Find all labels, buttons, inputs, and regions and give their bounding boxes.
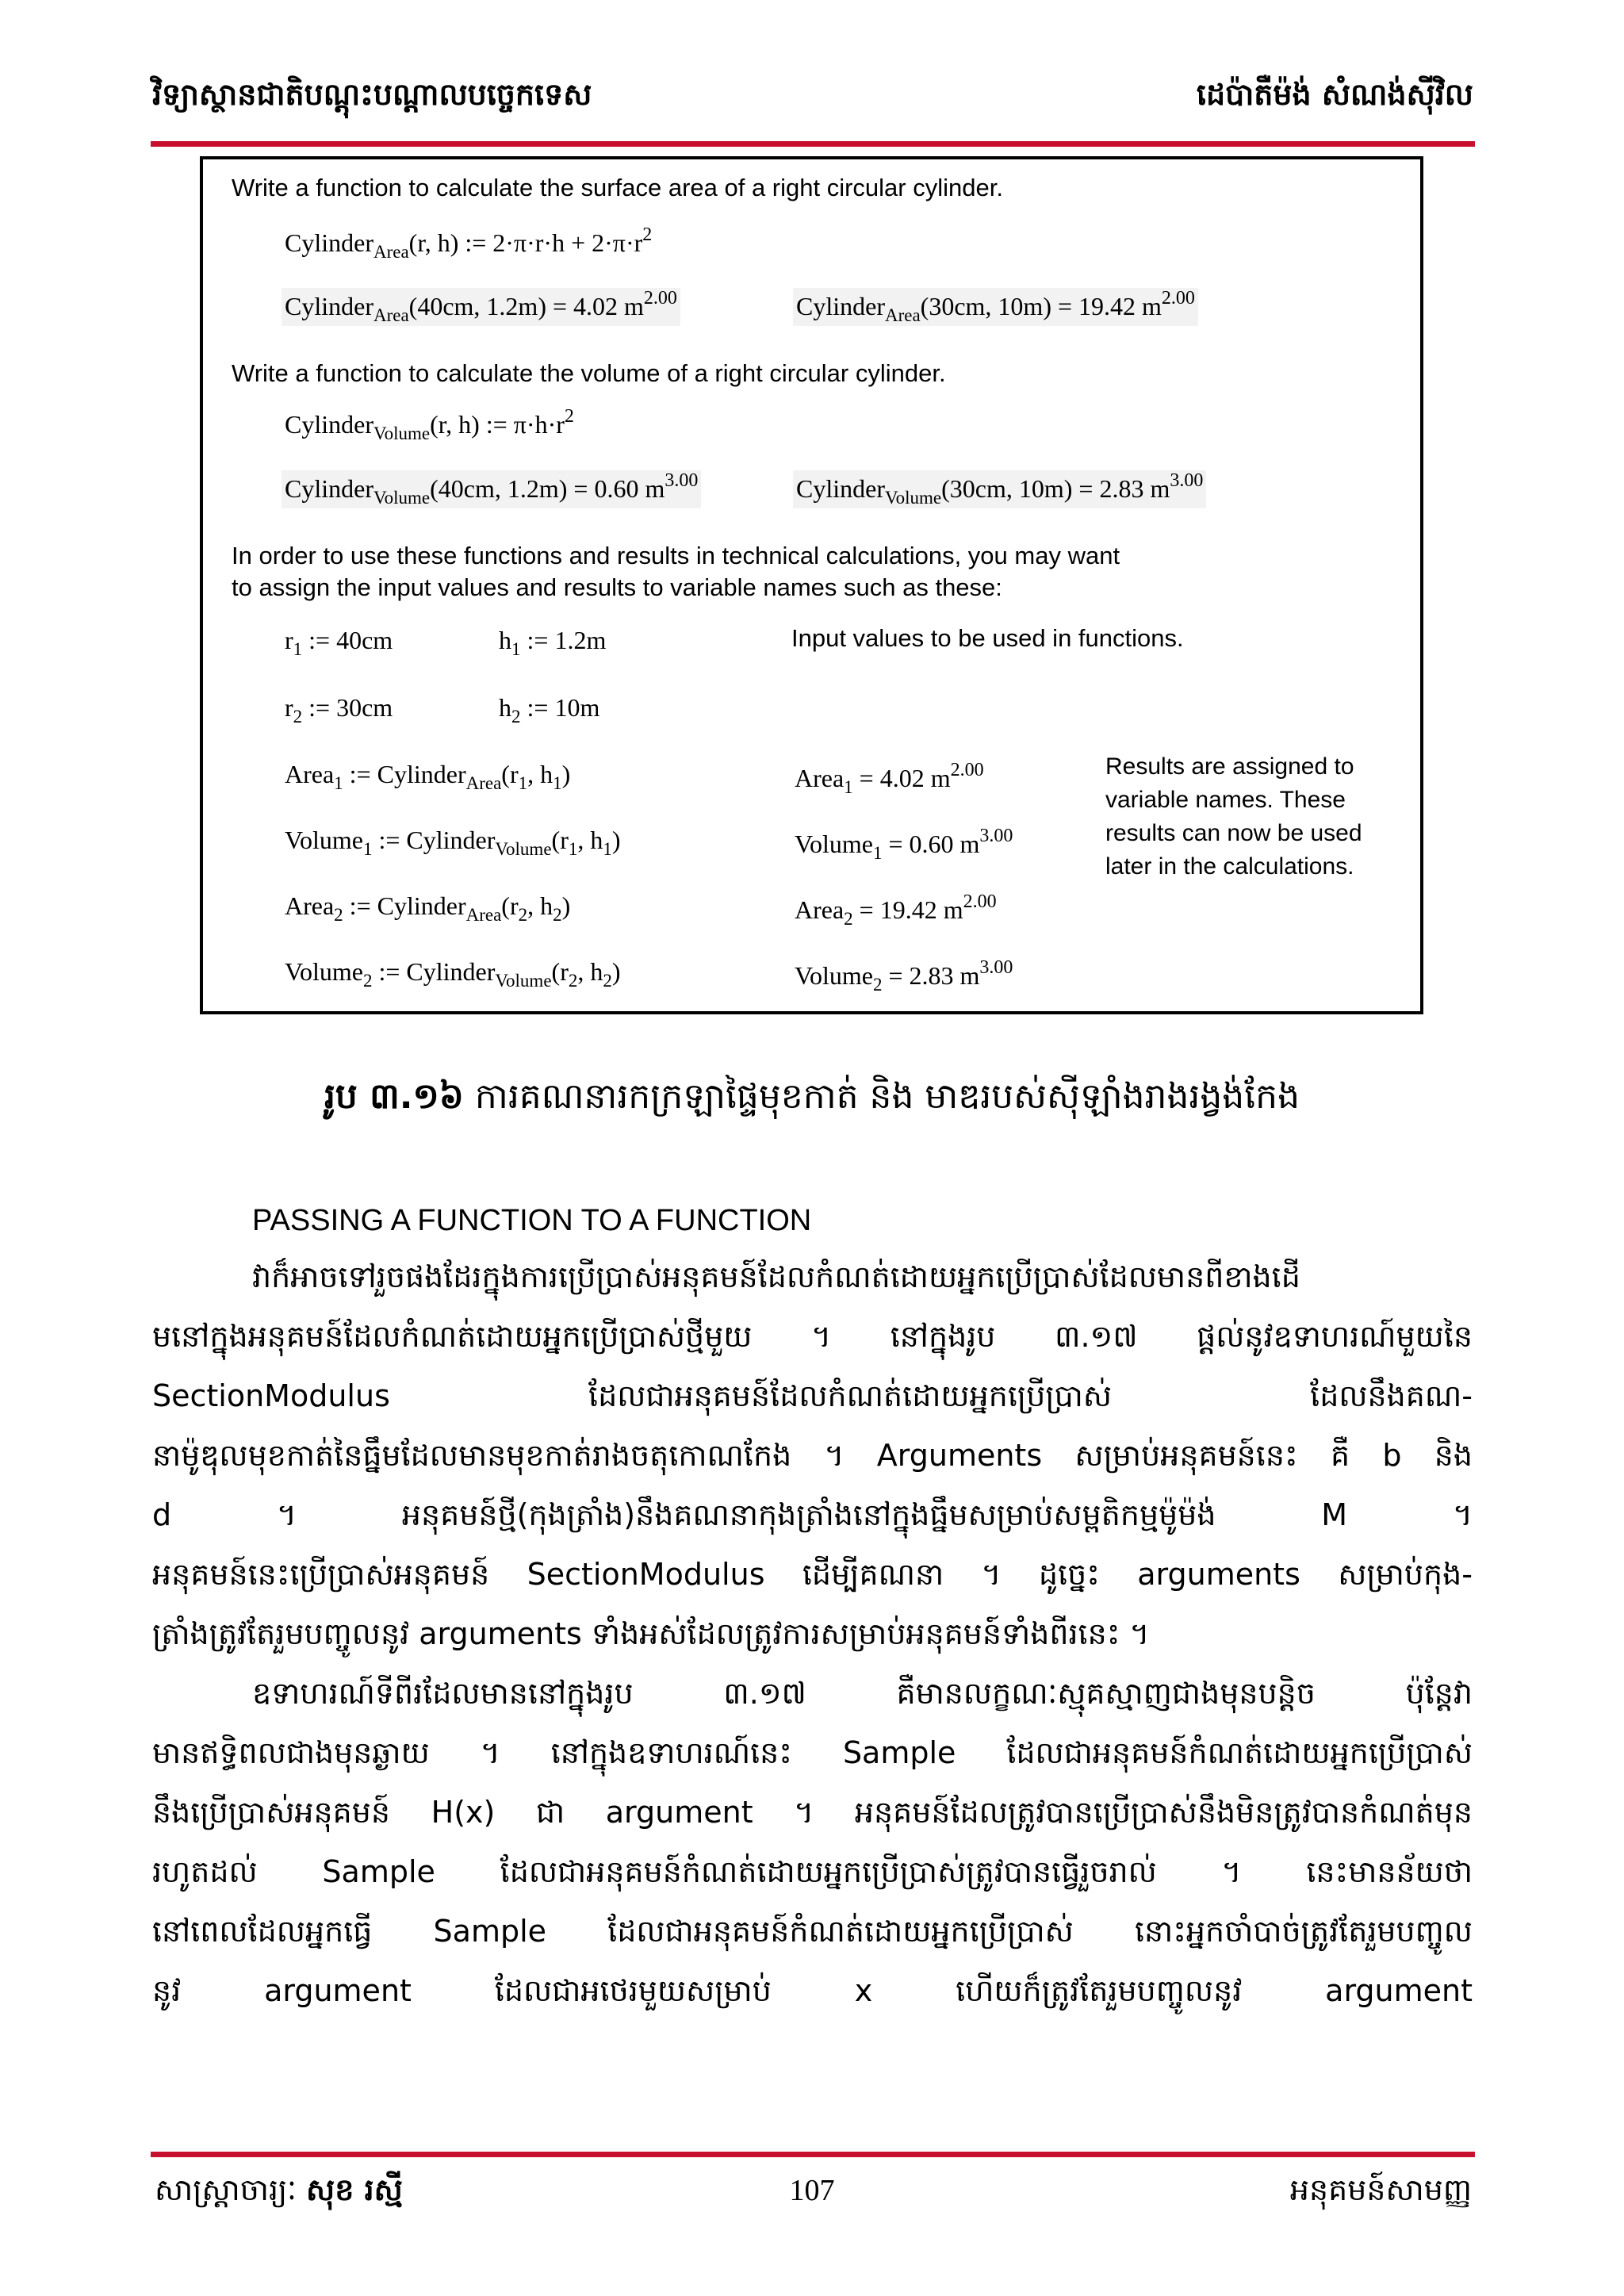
input-r1: $r_1$ := 40cm xyxy=(285,626,393,659)
figure-box xyxy=(200,156,1423,1014)
area1-result: Area$_1$ = 4.02 $m^{2.00}$ xyxy=(795,760,984,797)
footer-chapter: អនុគមន៍សាមញ្ញ xyxy=(1289,2172,1472,2207)
p2-line-3: នឹងប្រើប្រាស់អនុគមន៍ H(x) ជា argument ។ អនុគមន៍ដែលត្រូវបានប្រើប្រាស់នឹងមិនត្រូវបានកំណត់មុន xyxy=(152,1795,1473,1830)
figure-text-surface-area: Write a function to calculate the surface area of a right circular cylinder. xyxy=(232,174,1003,201)
page-header xyxy=(152,75,1473,123)
volume-example-2: Cylinder$_{Volume}$(30cm, 10m) = 2.83 $m^{3.00}$ xyxy=(793,470,1206,508)
p1-line-6: អនុគមន៍នេះប្រើប្រាស់អនុគមន៍ SectionModulus ដើម្បីគណនា ។ ដូច្នេះ arguments សម្រាប់កុង- xyxy=(152,1557,1473,1592)
area-example-2: Cylinder$_{Area}$(30cm, 10m) = 19.42 $m^{2.00}$ xyxy=(793,288,1198,326)
input-r2: $r_2$ := 30cm xyxy=(285,693,393,726)
area2-result: Area$_2$ = 19.42 $m^{2.00}$ xyxy=(795,891,997,929)
p2-line-2: មានឥទ្ធិពលជាងមុនឆ្ងាយ ។ នៅក្នុងឧទាហរណ៍នេះ Sample ដែលជាអនុគមន៍កំណត់ដោយអ្នកប្រើប្រាស់ xyxy=(152,1735,1473,1770)
p2-line-4: រហូតដល់ Sample ដែលជាអនុគមន៍កំណត់ដោយអ្នកប្រើប្រាស់ត្រូវបានធ្វើរួចរាល់ ។ នេះមានន័យថា xyxy=(152,1854,1473,1889)
volume2-assignment: Volume$_2$ := $Cylinder_{Volume}(r_2$, $h_2$) xyxy=(285,957,621,991)
volume1-result: Volume$_1$ = 0.60 $m^{3.00}$ xyxy=(795,826,1013,863)
volume-example-1: Cylinder$_{Volume}$(40cm, 1.2m) = 0.60 $m^{3.00}$ xyxy=(282,470,701,508)
p2-line-6: នូវ argument ដែលជាអថេរមួយសម្រាប់ x ហើយក៏ត្រូវតែរួមបញ្ចូលនូវ argument xyxy=(152,1973,1473,2008)
figure-text-assign-line2: to assign the input values and results to variable names such as these: xyxy=(232,573,1002,601)
volume1-assignment: Volume$_1$ := $Cylinder_{Volume}(r_1$, $h_1$) xyxy=(285,826,621,859)
figure-text-volume: Write a function to calculate the volume of a right circular cylinder. xyxy=(232,359,946,387)
caption-label: រូប ៣.១៦ xyxy=(324,1076,464,1117)
input-h1: $h_1$ := 1.2m xyxy=(499,626,607,659)
p1-line-4: នាម៉ូឌុលមុខកាត់នៃធ្នឹមដែលមានមុខកាត់រាងចតុកោណកែង ។ Arguments សម្រាប់អនុគមន៍នេះ គឺ b និង xyxy=(152,1438,1473,1473)
header-rule xyxy=(151,141,1475,147)
volume2-result: Volume$_2$ = 2.83 $m^{3.00}$ xyxy=(795,957,1013,995)
paragraph-1 xyxy=(152,1248,1473,1664)
p1-line-3: SectionModulus ដែលជាអនុគមន៍ដែលកំណត់ដោយអ្នកប្រើប្រាស់ ដែលនឹងគណ- xyxy=(152,1378,1473,1413)
footer-lecturer-label: សាស្ត្រាចារ្យៈ xyxy=(155,2172,307,2207)
paragraph-2 xyxy=(152,1664,1473,2021)
input-h2: $h_2$ := 10m xyxy=(499,693,600,726)
p1-line-7: ត្រាំងត្រូវតែរួមបញ្ចូលនូវ arguments ទាំងអស់ដែលត្រូវការសម្រាប់អនុគមន៍ទាំងពីរនេះ ។ xyxy=(152,1616,1150,1651)
results-note: Results are assigned to variable names. These results can now be used later in the calculations. xyxy=(1105,753,1362,880)
header-institute: វិទ្យាស្ថានជាតិបណ្តុះបណ្តាលបច្ចេកទេស xyxy=(152,77,592,112)
footer-rule xyxy=(151,2152,1475,2157)
page-number: 107 xyxy=(789,2174,835,2207)
input-values-note: Input values to be used in functions. xyxy=(791,624,1184,652)
area-function-definition: Cylinder$_{Area}$(r, h) := $2\cdot\pi\cdot r\cdot h + 2\cdot\pi\cdot r^2$ xyxy=(285,224,653,262)
p1-line-1: វាក៏អាចទៅរួចផងដែរក្នុងការប្រើប្រាស់អនុគមន៍ដែលកំណត់ដោយអ្នកប្រើប្រាស់ដែលមានពីខាងដើ xyxy=(252,1259,1300,1294)
p2-line-1: ឧទាហរណ៍ទីពីរដែលមាននៅក្នុងរូប ៣.១៧ គឺមានលក្ខណៈស្មុគស្មាញជាងមុនបន្តិច ប៉ុន្តែវា xyxy=(252,1676,1473,1711)
p2-line-5: នៅពេលដែលអ្នកធ្វើ Sample ដែលជាអនុគមន៍កំណត់ដោយអ្នកប្រើប្រាស់ នោះអ្នកចាំបាច់ត្រូវតែរួមបញ្ចូល xyxy=(152,1914,1473,1949)
p1-line-2: មនៅក្នុងអនុគមន៍ដែលកំណត់ដោយអ្នកប្រើប្រាស់ថ្មីមួយ ។ នៅក្នុងរូប ៣.១៧ ផ្តល់នូវឧទាហរណ៍មួយនៃ xyxy=(152,1319,1473,1354)
figure-caption xyxy=(0,1075,1624,1125)
area2-assignment: Area$_2$ := $Cylinder_{Area}(r_2$, $h_2$) xyxy=(285,891,571,925)
header-department: ដេប៉ាតឺម៉ង់ សំណង់ស៊ីវិល xyxy=(1196,77,1473,112)
section-title: PASSING A FUNCTION TO A FUNCTION xyxy=(252,1204,812,1237)
area1-assignment: Area$_1$ := $Cylinder_{Area}(r_1$, $h_1$) xyxy=(285,760,571,793)
p1-line-5: d ។ អនុគមន៍ថ្មី(កុងត្រាំង)នឹងគណនាកុងត្រាំងនៅក្នុងធ្នឹមសម្រាប់សម្ពតិកម្មម៉ូម៉ង់ M ។ xyxy=(152,1497,1473,1532)
caption-text: ការគណនារកក្រឡាផ្ទៃមុខកាត់ និង មាឌរបស់ស៊ីឡាំងរាងរង្វង់កែង xyxy=(463,1076,1300,1117)
footer-lecturer-name: សុខ រស្មី xyxy=(306,2172,403,2207)
volume-function-definition: Cylinder$_{Volume}$(r, h) := $\pi\cdot h\cdot r^2$ xyxy=(285,406,574,443)
figure-text-assign-line1: In order to use these functions and results in technical calculations, you may want xyxy=(232,542,1120,569)
area-example-1: Cylinder$_{Area}$(40cm, 1.2m) = 4.02 $m^{2.00}$ xyxy=(282,288,680,326)
